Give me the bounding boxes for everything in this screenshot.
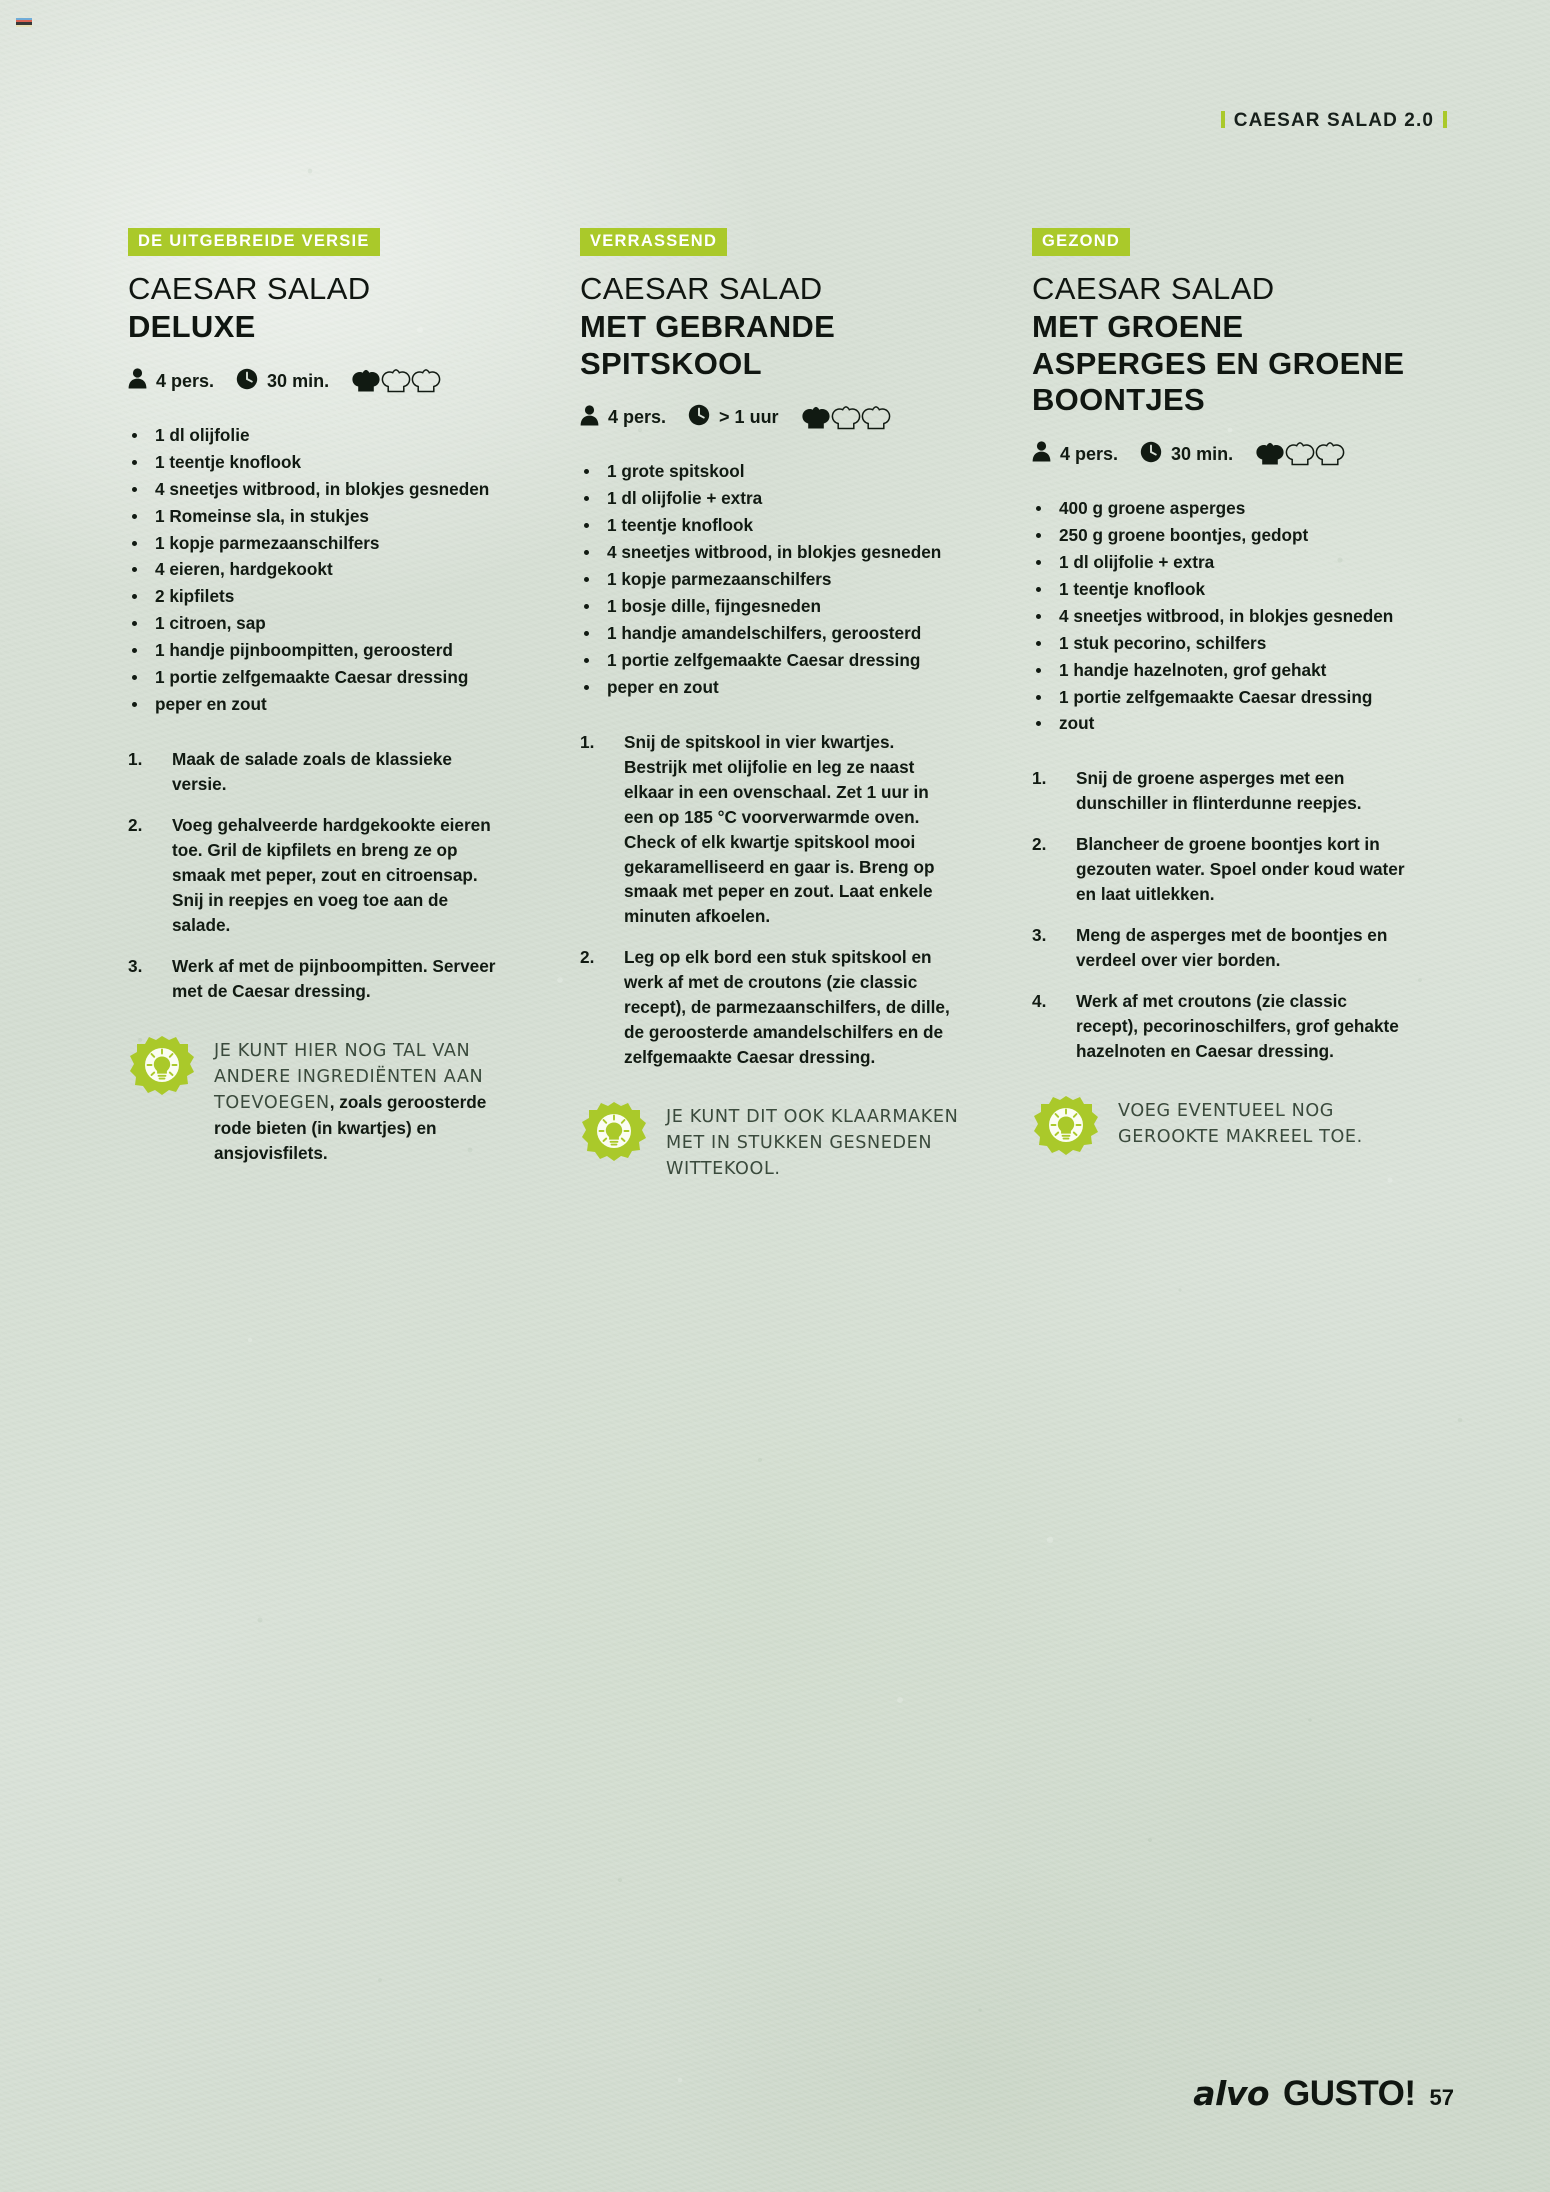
chef-hat-icon xyxy=(1255,442,1285,466)
recipe-columns xyxy=(128,228,1450,1182)
ingredient-item: 1 handje hazelnoten, grof gehakt xyxy=(1032,658,1412,683)
tip-text xyxy=(214,1034,508,1167)
ingredients-list xyxy=(128,423,508,717)
person-icon xyxy=(128,368,147,394)
header-tick-right xyxy=(1443,111,1447,128)
page-number: 57 xyxy=(1429,2085,1454,2110)
ingredient-item: 1 dl olijfolie + extra xyxy=(580,486,960,511)
servings-label: 4 pers. xyxy=(1060,443,1119,464)
ingredient-item: 400 g groene asperges xyxy=(1032,496,1412,521)
clock-icon xyxy=(236,368,258,395)
servings-label: 4 pers. xyxy=(608,407,667,428)
chef-hat-icon xyxy=(411,369,441,393)
alvo-logo: alvo xyxy=(1193,2074,1270,2113)
ingredient-item: 1 dl olijfolie + extra xyxy=(1032,550,1412,575)
recipe-meta xyxy=(128,368,508,395)
ingredient-item: zout xyxy=(1032,711,1412,736)
meta-servings xyxy=(1032,441,1118,467)
recipe-column-2 xyxy=(580,228,960,1182)
ingredient-item: 1 grote spitskool xyxy=(580,459,960,484)
tip-rest: , zoals geroosterde rode bieten (in kwartjes) en ansjovisfilets. xyxy=(214,1091,487,1164)
difficulty-rating xyxy=(801,406,891,430)
ingredient-item: peper en zout xyxy=(580,675,960,700)
step-item: Leg op elk bord een stuk spitskool en werk af met de croutons (zie classic recept), de parmezaanschilfers, de dille, de geroosterde amandelschilfers en de zelfgemaakte Caesar dressing. xyxy=(624,947,950,1068)
recipe-meta xyxy=(580,404,960,431)
step-item: Voeg gehalveerde hardgekookte eieren toe. Gril de kipfilets en breng ze op smaak met peper, zout en citroensap. Snij in reepjes en voeg toe aan de salade. xyxy=(172,814,491,935)
chef-hat-icon xyxy=(381,369,411,393)
step-item: Maak de salade zoals de klassieke versie. xyxy=(172,749,452,795)
running-header xyxy=(0,110,1456,132)
recipe-column-1 xyxy=(128,228,508,1182)
lightbulb-icon xyxy=(1032,1094,1100,1162)
recipe-title-bold: DELUXE xyxy=(128,309,256,345)
chef-hat-icon xyxy=(1285,442,1315,466)
steps-list xyxy=(128,747,508,1003)
ingredient-item: 4 sneetjes witbrood, in blokjes gesneden xyxy=(1032,604,1412,629)
ingredient-item: 1 citroen, sap xyxy=(128,611,508,636)
recipe-title-light: CAESAR SALAD xyxy=(580,270,823,306)
servings-label: 4 pers. xyxy=(156,370,215,391)
running-header-text: CAESAR SALAD 2.0 xyxy=(1233,110,1434,131)
step-item: Blancheer de groene boontjes kort in gezouten water. Spoel onder koud water en laat uitlekken. xyxy=(1076,834,1405,905)
ingredient-item: 1 teentje knoflook xyxy=(1032,577,1412,602)
difficulty-rating xyxy=(351,369,441,393)
chef-hat-icon xyxy=(831,406,861,430)
header-tick-left xyxy=(1221,111,1225,128)
tip-block xyxy=(128,1034,508,1167)
ingredient-item: 4 sneetjes witbrood, in blokjes gesneden xyxy=(128,477,508,502)
step-item: Werk af met de pijnboompitten. Serveer met de Caesar dressing. xyxy=(172,955,496,1001)
recipe-title-light: CAESAR SALAD xyxy=(1032,270,1275,306)
chef-hat-icon xyxy=(861,406,891,430)
clock-icon xyxy=(1140,441,1162,468)
page-footer xyxy=(1193,2074,1454,2114)
lightbulb-icon xyxy=(128,1034,196,1102)
step-item: Meng de asperges met de boontjes en verdeel over vier borden. xyxy=(1076,925,1388,971)
ingredient-item: 1 teentje knoflook xyxy=(580,513,960,538)
meta-servings xyxy=(580,405,666,431)
ingredients-list xyxy=(1032,496,1412,736)
ingredient-item: 1 portie zelfgemaakte Caesar dressing xyxy=(1032,685,1412,710)
tip-lead: JE KUNT DIT OOK KLAARMAKEN MET IN STUKKEN GESNEDEN WITTEKOOL. xyxy=(666,1107,959,1180)
ingredient-item: 1 teentje knoflook xyxy=(128,450,508,475)
difficulty-rating xyxy=(1255,442,1345,466)
recipe-meta xyxy=(1032,441,1412,468)
tip-lead: VOEG EVENTUEEL NOG GEROOKTE MAKREEL TOE. xyxy=(1118,1100,1363,1147)
step-item: Snij de spitskool in vier kwartjes. Bestrijk met olijfolie en leg ze naast elkaar in een ovenschaal. Zet 1 uur in een op 185 °C voorverwarmde oven. Check of elk kwartje spitskool mooi gekaramelliseerd en gaar is. Breng op smaak met peper en zout. Laat enkele minuten afkoelen. xyxy=(624,731,935,927)
meta-time xyxy=(236,368,329,395)
steps-list xyxy=(580,730,960,1070)
ingredients-list xyxy=(580,459,960,699)
ingredient-item: 1 kopje parmezaanschilfers xyxy=(580,567,960,592)
steps-list xyxy=(1032,766,1412,1063)
registration-mark xyxy=(16,18,32,29)
step-item: Snij de groene asperges met een dunschiller in flinterdunne reepjes. xyxy=(1076,768,1362,814)
tip-text xyxy=(666,1100,960,1182)
tip-block xyxy=(580,1100,960,1182)
person-icon xyxy=(580,405,599,431)
recipe-column-3 xyxy=(1032,228,1412,1182)
person-icon xyxy=(1032,441,1051,467)
recipe-title-bold: MET GROENE ASPERGES EN GROENE BOONTJES xyxy=(1032,309,1405,418)
tip-text xyxy=(1118,1094,1412,1150)
step-item: Werk af met croutons (zie classic recept), pecorinoschilfers, grof gehakte hazelnoten en Caesar dressing. xyxy=(1076,990,1399,1061)
meta-time xyxy=(1140,441,1233,468)
ingredient-item: 250 g groene boontjes, gedopt xyxy=(1032,523,1412,548)
time-label: 30 min. xyxy=(1171,443,1234,464)
chef-hat-icon xyxy=(801,406,831,430)
recipe-title-light: CAESAR SALAD xyxy=(128,270,371,306)
time-label: 30 min. xyxy=(267,370,330,391)
ingredient-item: 1 dl olijfolie xyxy=(128,423,508,448)
chef-hat-icon xyxy=(1315,442,1345,466)
meta-servings xyxy=(128,368,214,394)
ingredient-item: 1 Romeinse sla, in stukjes xyxy=(128,504,508,529)
recipe-badge: VERRASSEND xyxy=(580,228,727,256)
ingredient-item: 2 kipfilets xyxy=(128,584,508,609)
clock-icon xyxy=(688,404,710,431)
tip-lead: JE KUNT HIER NOG TAL VAN ANDERE INGREDIËNTEN AAN TOEVOEGEN xyxy=(214,1040,484,1113)
ingredient-item: 1 portie zelfgemaakte Caesar dressing xyxy=(128,665,508,690)
meta-time xyxy=(688,404,779,431)
tip-block xyxy=(1032,1094,1412,1162)
ingredient-item: peper en zout xyxy=(128,692,508,717)
chef-hat-icon xyxy=(351,369,381,393)
ingredient-item: 1 portie zelfgemaakte Caesar dressing xyxy=(580,648,960,673)
recipe-title-bold: MET GEBRANDE SPITSKOOL xyxy=(580,309,836,381)
ingredient-item: 1 bosje dille, fijngesneden xyxy=(580,594,960,619)
ingredient-item: 1 handje amandelschilfers, geroosterd xyxy=(580,621,960,646)
ingredient-item: 4 eieren, hardgekookt xyxy=(128,557,508,582)
ingredient-item: 1 stuk pecorino, schilfers xyxy=(1032,631,1412,656)
lightbulb-icon xyxy=(580,1100,648,1168)
gusto-wordmark: GUSTO! xyxy=(1283,2074,1416,2113)
recipe-badge: GEZOND xyxy=(1032,228,1130,256)
time-label: > 1 uur xyxy=(719,407,779,428)
ingredient-item: 1 handje pijnboompitten, geroosterd xyxy=(128,638,508,663)
ingredient-item: 4 sneetjes witbrood, in blokjes gesneden xyxy=(580,540,960,565)
ingredient-item: 1 kopje parmezaanschilfers xyxy=(128,531,508,556)
recipe-badge: DE UITGEBREIDE VERSIE xyxy=(128,228,380,256)
